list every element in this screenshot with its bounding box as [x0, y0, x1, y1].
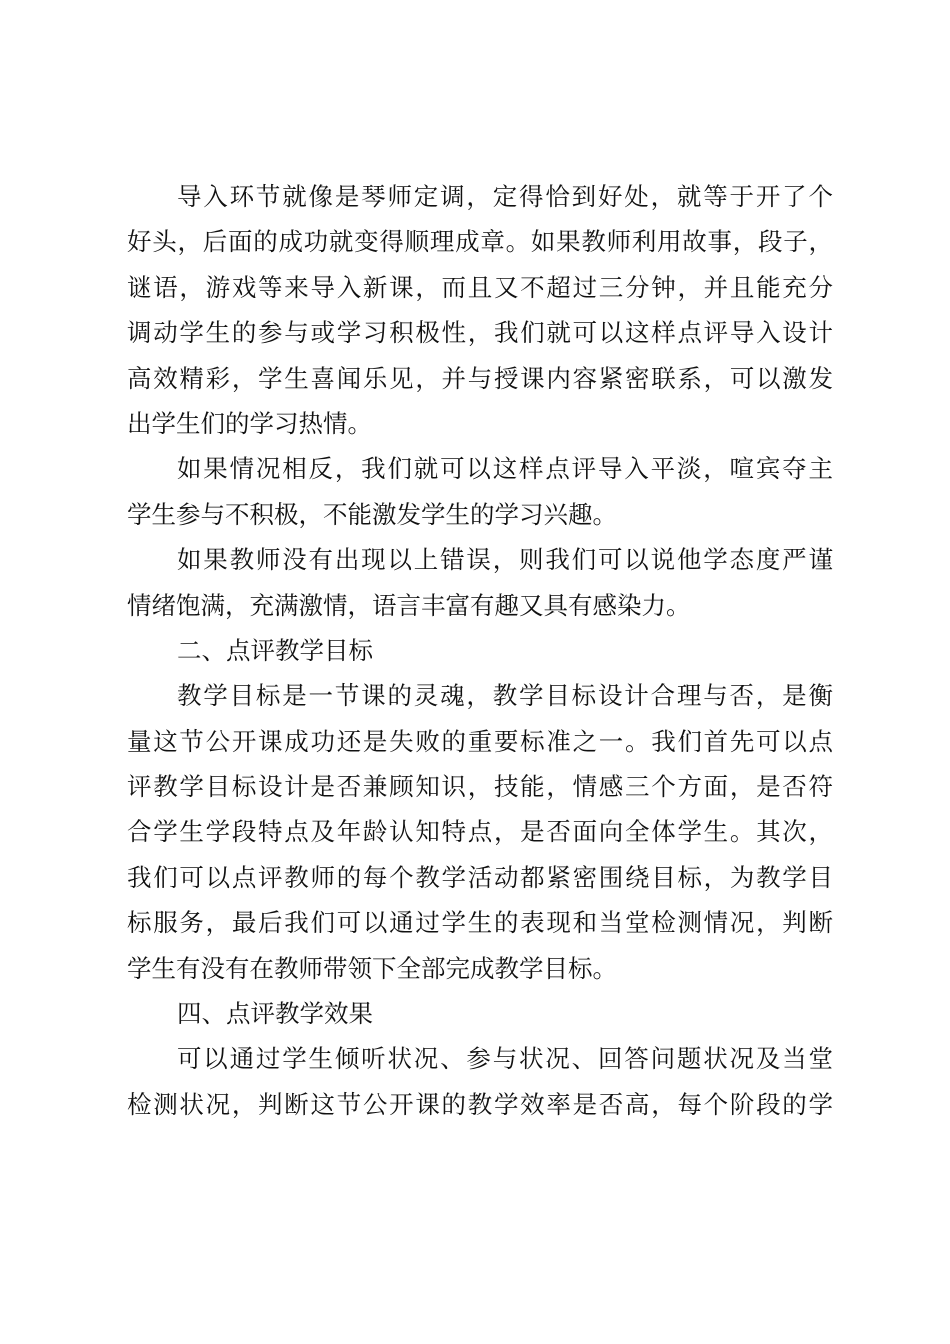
paragraph-line: 可以通过学生倾听状况、参与状况、回答问题状况及当堂 — [177, 1044, 833, 1074]
section-heading: 四、点评教学效果 — [177, 999, 373, 1029]
paragraph-line: 谜语，游戏等来导入新课，而且又不超过三分钟，并且能充分 — [127, 272, 833, 302]
paragraph-line: 好头，后面的成功就变得顺理成章。如果教师利用故事，段子， — [127, 227, 833, 257]
paragraph-line: 高效精彩，学生喜闻乐见，并与授课内容紧密联系，可以激发 — [127, 363, 833, 393]
paragraph-line: 评教学目标设计是否兼顾知识，技能，情感三个方面，是否符 — [127, 772, 833, 802]
section-heading: 二、点评教学目标 — [177, 635, 373, 665]
paragraph-line: 检测状况，判断这节公开课的教学效率是否高，每个阶段的学 — [127, 1089, 833, 1119]
document-body — [127, 174, 833, 1127]
section-heading-teaching-goals — [127, 628, 833, 673]
paragraph-line: 学生有没有在教师带领下全部完成教学目标。 — [127, 953, 617, 983]
paragraph-line: 如果情况相反，我们就可以这样点评导入平淡，喧宾夺主 — [177, 454, 833, 484]
section-heading-teaching-effect — [127, 991, 833, 1036]
paragraph-line: 量这节公开课成功还是失败的重要标准之一。我们首先可以点 — [127, 726, 833, 756]
paragraph-line: 学生参与不积极，不能激发学生的学习兴趣。 — [127, 499, 617, 529]
paragraph-no-errors — [127, 537, 833, 628]
paragraph-teaching-goals — [127, 673, 833, 991]
paragraph-line: 标服务，最后我们可以通过学生的表现和当堂检测情况，判断 — [127, 908, 833, 938]
paragraph-intro — [127, 174, 833, 446]
paragraph-line: 教学目标是一节课的灵魂，教学目标设计合理与否，是衡 — [177, 681, 833, 711]
paragraph-line: 出学生们的学习热情。 — [127, 408, 372, 438]
paragraph-line: 调动学生的参与或学习积极性，我们就可以这样点评导入设计 — [127, 318, 833, 348]
paragraph-line: 如果教师没有出现以上错误，则我们可以说他学态度严谨 — [177, 545, 833, 575]
paragraph-opposite-case — [127, 446, 833, 537]
paragraph-line: 情绪饱满，充满激情，语言丰富有趣又具有感染力。 — [127, 590, 691, 620]
paragraph-line: 我们可以点评教师的每个教学活动都紧密围绕目标，为教学目 — [127, 862, 833, 892]
paragraph-line: 合学生学段特点及年龄认知特点，是否面向全体学生。其次， — [127, 817, 833, 847]
paragraph-teaching-effect — [127, 1036, 833, 1127]
paragraph-line: 导入环节就像是琴师定调，定得恰到好处，就等于开了个 — [177, 182, 833, 211]
